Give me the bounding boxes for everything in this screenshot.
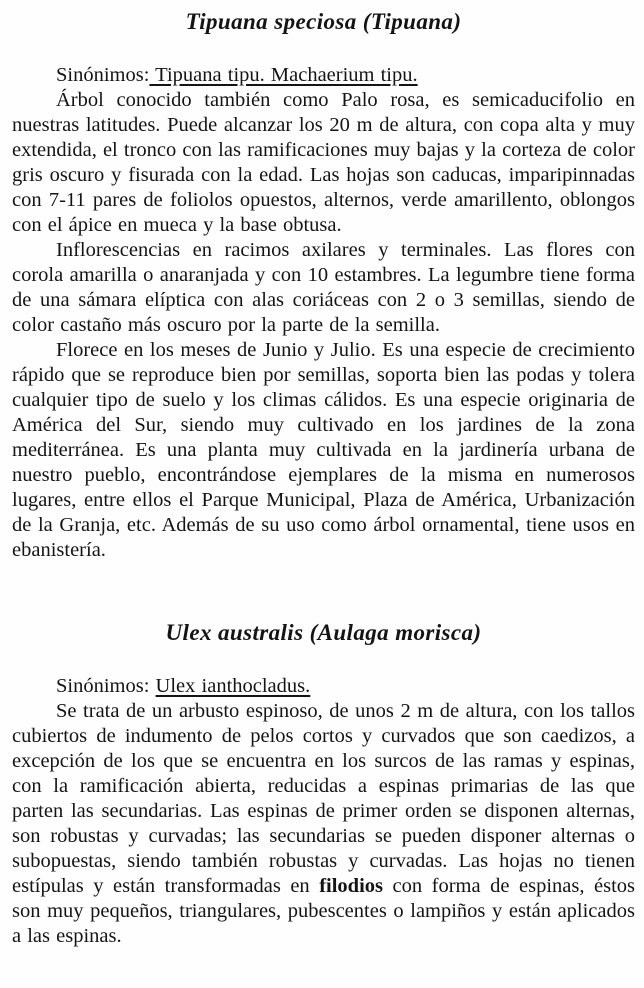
paragraph xyxy=(12,88,635,238)
section-title-tipuana: Tipuana speciosa (Tipuana) xyxy=(185,9,462,34)
section-body-ulex xyxy=(12,674,635,949)
bold-term: filodios xyxy=(319,875,383,897)
synonym-name: Tipuana tipu. Machaerium tipu. xyxy=(149,64,418,86)
paragraph xyxy=(12,699,635,949)
section-body-tipuana xyxy=(12,63,635,563)
species-section-tipuana xyxy=(12,8,635,563)
synonym-name: Ulex ianthocladus. xyxy=(155,675,311,697)
text-run: Inflorescencias en racimos axilares y terminales. Las flores con corola amarilla o anaranjada y con 10 estambres. La legumbre tiene forma de una sámara elíptica con alas coriáceas con 2 o 3 semillas, siendo de color castaño más oscuro por la parte de la semilla. xyxy=(12,239,635,336)
text-run: Se trata de un arbusto espinoso, de unos 2 m de altura, con los tallos cubiertos de indumento de pelos cortos y curvados que son caedizos, a excepción de los que se encuentra en los surcos de las ramas y espinas, con la ramificación abierta, reducidas a espinas primarias de las que parten las secundarias. Las espinas de primer orden se disponen alternas, son robustas y curvadas; las secundarias se pueden disponer alternas o subopuestas, siendo también robustas y curvadas. Las hojas no tienen estípulas y están transformadas en xyxy=(12,700,635,897)
paragraph xyxy=(12,238,635,338)
text-run: Árbol conocido también como Palo rosa, es semicaducifolio en nuestras latitudes. Puede alcanzar los 20 m de altura, con copa alta y muy extendida, el tronco con las ramificaciones muy bajas y la corteza de color gris oscuro y fisurada con la edad. Las hojas son caducas, imparipinnadas con 7-11 pares de foliolos opuestos, alternos, verde amarillento, oblongos con el ápice en mueca y la base obtusa. xyxy=(12,89,635,236)
section-title-ulex: Ulex australis (Aulaga morisca) xyxy=(165,620,482,645)
synonyms-line xyxy=(12,63,635,88)
species-section-ulex xyxy=(12,619,635,949)
text-run: Florece en los meses de Junio y Julio. Es una especie de crecimiento rápido que se reproduce bien por semillas, soporta bien las podas y tolera cualquier tipo de suelo y los climas cálidos. Es una especie originaria de América del Sur, siendo muy cultivado en los jardines de la zona mediterránea. Es una planta muy cultivada en la jardinería urbana de nuestro pueblo, encontrándose ejemplares de la misma en numerosos lugares, entre ellos el Parque Municipal, Plaza de América, Urbanización de la Granja, etc. Además de su uso como árbol ornamental, tiene usos en ebanistería. xyxy=(12,339,635,561)
text-run: con forma de espinas, éstos son muy pequeños, triangulares, pubescentes o lampiños y están aplicados a las espinas. xyxy=(12,875,635,947)
text-run: Sinónimos: xyxy=(56,675,156,697)
synonyms-line xyxy=(12,674,635,699)
text-run: Sinónimos: xyxy=(56,64,150,86)
paragraph xyxy=(12,338,635,563)
